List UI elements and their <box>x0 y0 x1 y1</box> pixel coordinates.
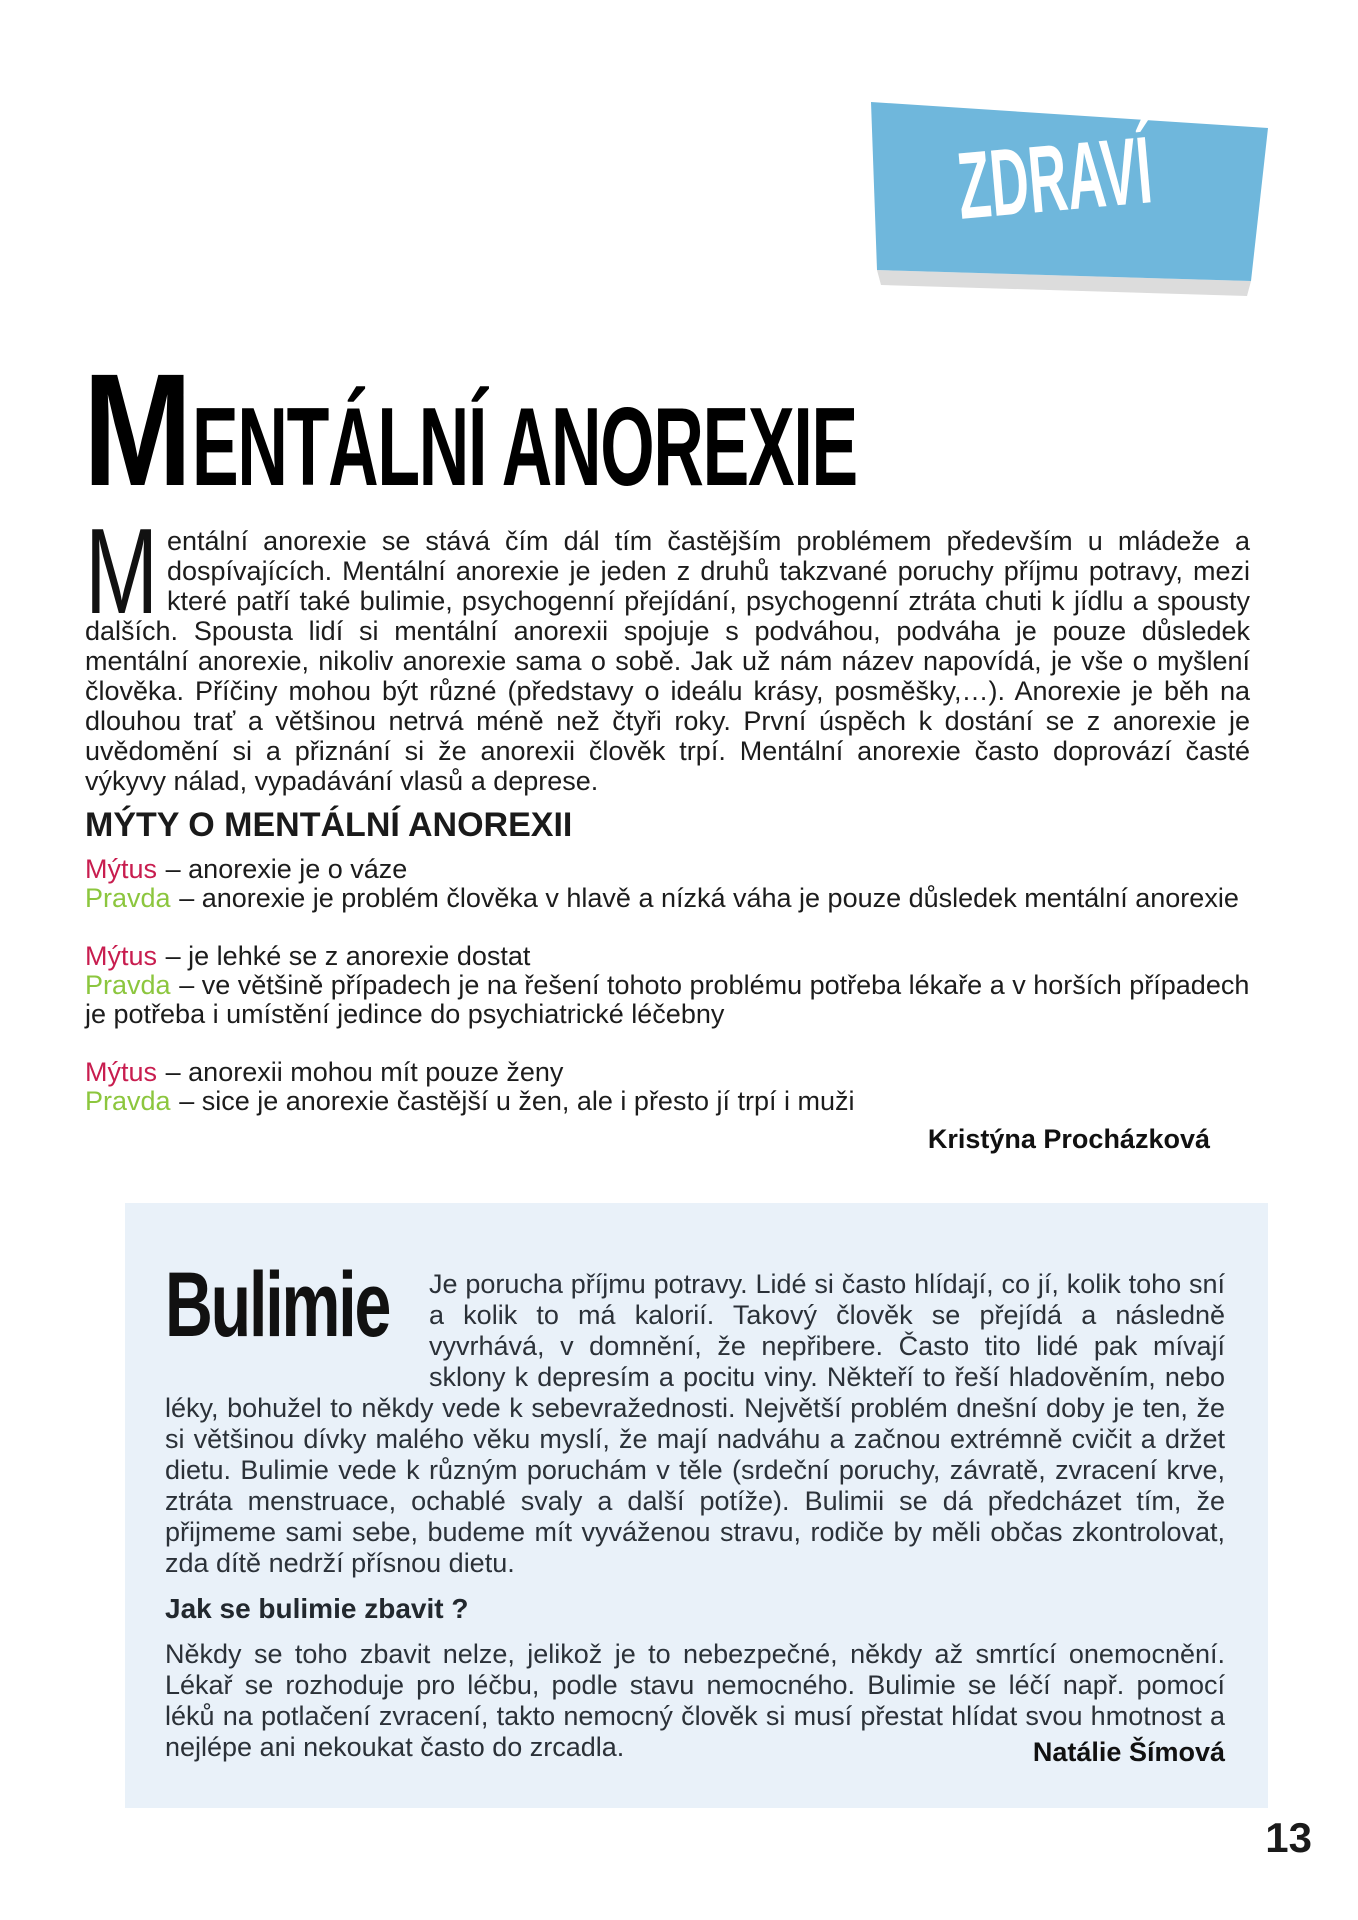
truth-label: Pravda <box>85 970 171 1000</box>
truth-line <box>85 971 1250 1029</box>
page-title <box>83 340 1248 519</box>
myths-heading: MÝTY O MENTÁLNÍ ANOREXII <box>85 806 573 844</box>
truth-label: Pravda <box>85 883 171 913</box>
zdravi-banner <box>866 96 1278 306</box>
truth-text: – ve většině případech je na řešení tohoto problému potřeba lékaře a v horších případech je potřeba i umístění jedince do psychiatrické léčebny <box>85 970 1250 1029</box>
page-number: 13 <box>1265 1814 1312 1861</box>
myth-text: – anorexie je o váze <box>165 854 408 884</box>
article-intro <box>85 503 1250 796</box>
myth-line <box>85 1058 1250 1087</box>
myth-label: Mýtus <box>85 941 158 971</box>
truth-line <box>85 884 1250 913</box>
bulimia-how-text: Někdy se toho zbavit nelze, jelikož je to nebezpečné, někdy až smrtící onemocnění. Lékař se rozhoduje pro léčbu, podle stavu nemocného. Bulimie se léčí např. pomocí léků na potlačení zvracení, takto nemocný člověk si musí přestat hlídat svou hmotnost a nejlépe ani nekoukat často do zrcadla. <box>165 1639 1225 1762</box>
truth-label: Pravda <box>85 1086 171 1116</box>
bulimia-title: Bulimie <box>165 1254 390 1356</box>
bulimia-author: Natálie Šímová <box>1032 1737 1225 1767</box>
article-author: Kristýna Procházková <box>927 1124 1210 1154</box>
myth-line <box>85 855 1250 884</box>
myth-truth-pair <box>85 942 1250 1029</box>
bulimia-title-block <box>165 1254 417 1363</box>
drop-cap: M <box>85 503 159 639</box>
title-initial: M <box>83 340 190 519</box>
myth-text: – anorexii mohou mít pouze ženy <box>165 1057 564 1087</box>
truth-line <box>85 1087 1250 1116</box>
article-intro-text: entální anorexie se stává čím dál tím častějším problémem především u mládeže a dospívajících. Mentální anorexie je jeden z druhů takzvané poruchy příjmu potravy, mezi které patří také bulimie, psychogenní přejídání, psychogenní ztráta chuti k jídlu a spousty dalších. Spousta lidí si mentální anorexii spojuje s podváhou, podváha je pouze důsledek mentální anorexie, nikoliv anorexie sama o sobě. Jak už nám název napovídá, je vše o myšlení člověka. Příčiny mohou být různé (představy o ideálu krásy, posměšky,…). Anorexie je běh na dlouhou trať a většinou netrvá méně než čtyři roky. První úspěch k dostání se z anorexie je uvědomění si a přiznání si že anorexii člověk trpí. Mentální anorexie často doprovází časté výkyvy nálad, vypadávání vlasů a deprese. <box>85 526 1250 796</box>
myths-section <box>85 806 1250 1145</box>
bulimia-intro: Je porucha příjmu potravy. Lidé si často hlídají, co jí, kolik toho sní a kolik to má kalorií. Takový člověk se přejídá a následně vyvrhává, v domnění, že nepřibere. Často tito lidé pak mívají sklony k depresím a pocitu viny. Někteří to řeší hladověním, nebo léky, bohužel to někdy vede k sebevražednosti. Největší problém dnešní doby je ten, že si většinou dívky malého věku myslí, že mají nadváhu a začnou extrémně cvičit a držet dietu. Bulimie vede k různým poruchám v těle (srdeční poruchy, závratě, zvracení krve, ztráta menstruace, ochablé svaly a další potíže). Bulimii se dá předcházet tím, že přijmeme sami sebe, budeme mít vyváženou stravu, rodiče by měli občas zkontrolovat, zda dítě nedrží přísnou dietu. <box>165 1269 1225 1578</box>
banner-label: ZDRAVÍ <box>953 117 1156 240</box>
bulimia-how-heading: Jak se bulimie zbavit ? <box>165 1593 469 1624</box>
myth-truth-pair <box>85 855 1250 913</box>
myth-label: Mýtus <box>85 1057 158 1087</box>
myth-truth-pair <box>85 1058 1250 1116</box>
myth-line <box>85 942 1250 971</box>
bulimia-box <box>125 1203 1268 1808</box>
truth-text: – sice je anorexie častější u žen, ale i přesto jí trpí i muži <box>179 1086 855 1116</box>
myth-text: – je lehké se z anorexie dostat <box>165 941 531 971</box>
truth-text: – anorexie je problém člověka v hlavě a nízká váha je pouze důsledek mentální anorexie <box>179 883 1239 913</box>
title-rest: ENTÁLNÍ ANOREXIE <box>192 385 858 509</box>
myth-label: Mýtus <box>85 854 158 884</box>
